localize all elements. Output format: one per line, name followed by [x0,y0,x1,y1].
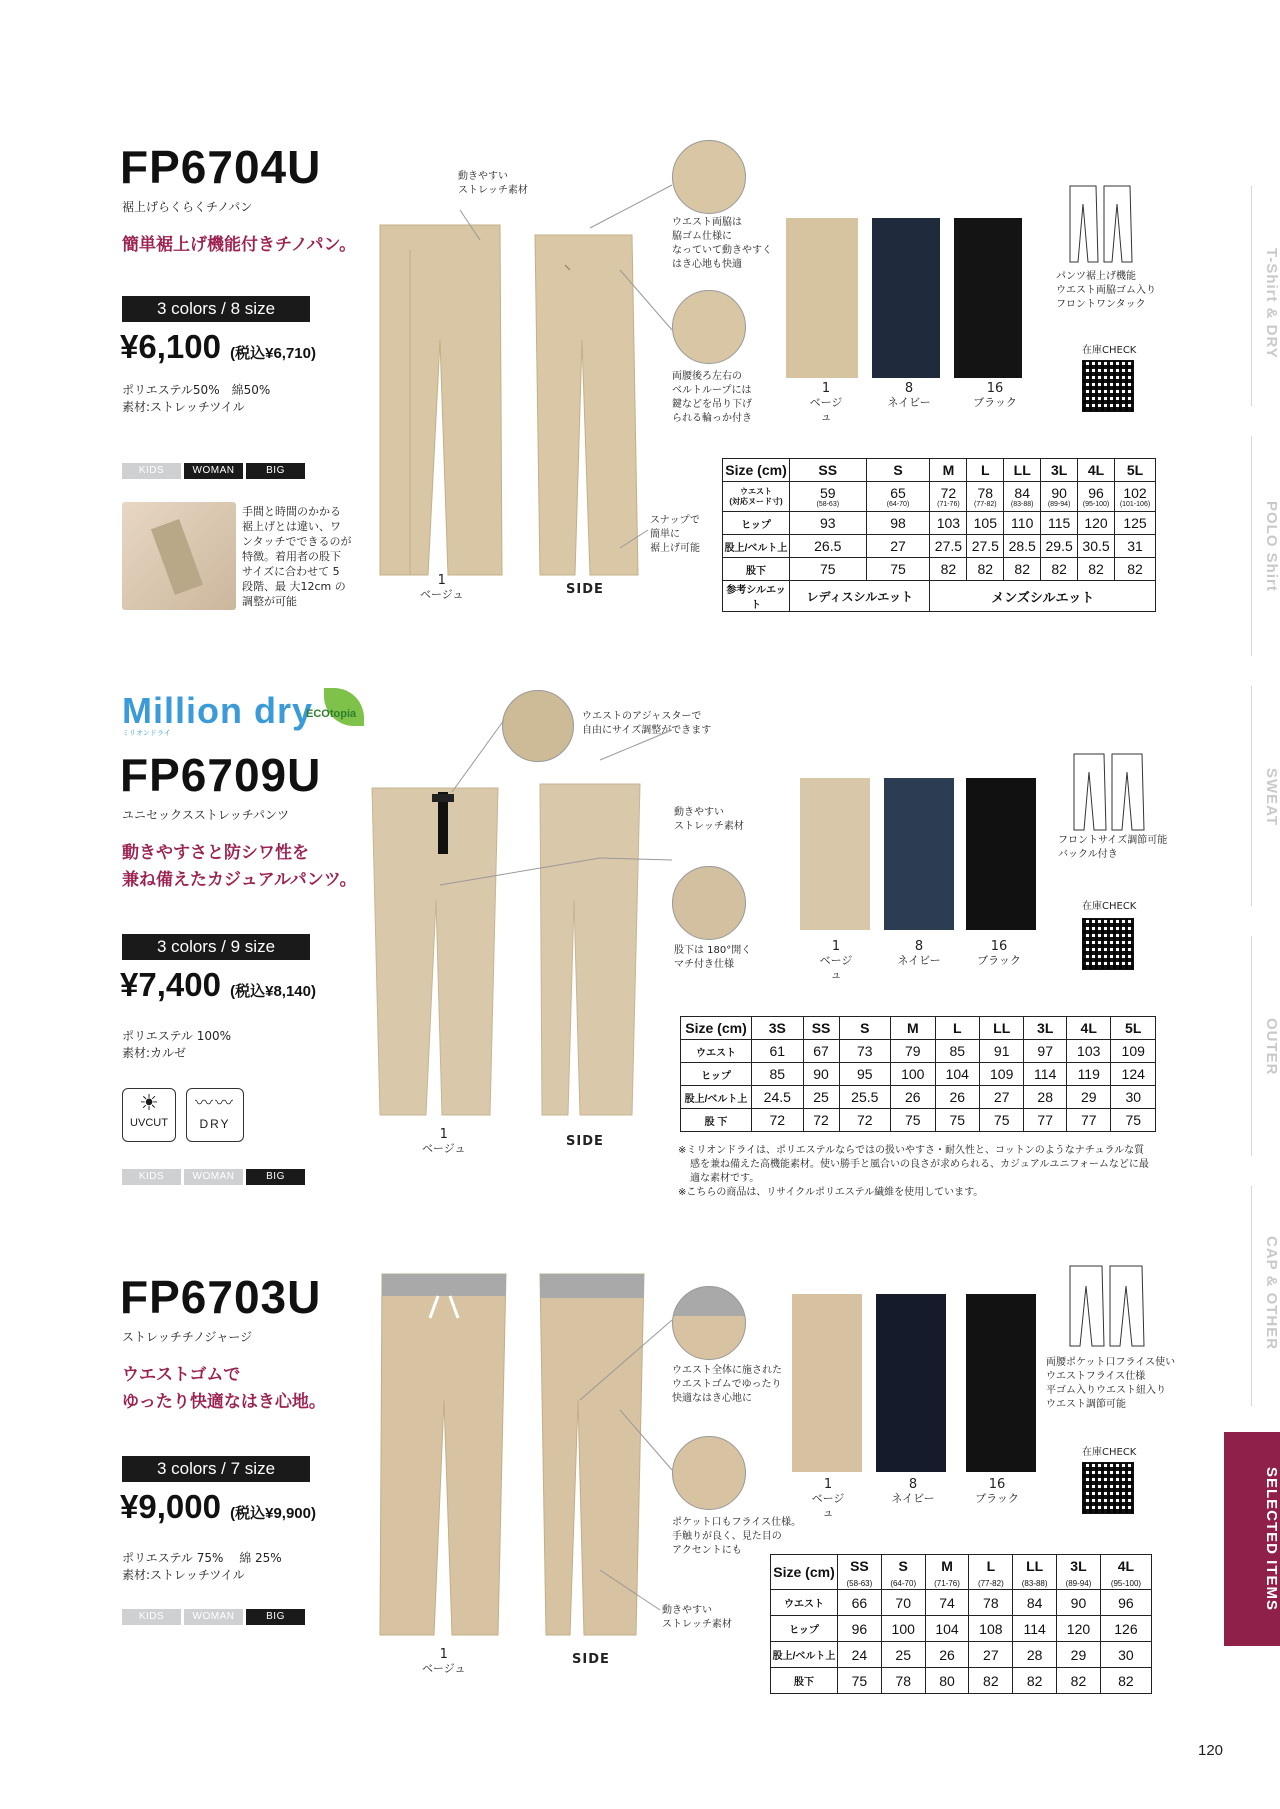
table-cell: 75 [866,558,930,581]
material-line: 素材:カルゼ [122,1046,187,1060]
product-2-colors-label: 3 colors / 9 size [122,934,310,960]
dry-label: DRY [199,1117,231,1131]
table-cell [1114,482,1155,512]
tag-big: BIG [246,1169,305,1185]
swatch-caption-16 [970,382,1020,410]
caption-num: 1 [437,573,446,588]
table-cell: 75 [838,1668,882,1694]
product-3-callout-pocket: ポケット口もフライス仕様。 手触りが良く、見た目の アクセントにも [672,1517,802,1556]
tag-kids: KIDS [122,463,181,479]
header-cell: SS [790,459,867,482]
table-cell [1041,482,1078,512]
tag-big: BIG [246,1609,305,1625]
table-cell: 78 [969,1590,1013,1616]
header-cell: 3S [752,1017,804,1040]
table-cell: 25 [803,1086,839,1109]
silhouette-mens: メンズシルエット [930,581,1156,612]
row-label: 股上/ベルト上 [771,1642,838,1668]
product-1-flat-drawing [1068,184,1134,264]
swatch-caption-16 [972,1478,1022,1506]
product-1-size-table [722,458,1156,612]
table-cell [1078,482,1115,512]
subheader-cell: (58-63) [838,1577,882,1590]
table-cell: 95 [839,1063,891,1086]
table-cell: 74 [925,1590,969,1616]
note-line: ンタッチでできるのが [242,535,352,548]
page-number: 120 [1198,1742,1224,1759]
product-2-material [122,1028,231,1062]
swatch-caption-1 [816,940,856,982]
uvcut-icon: ☀ UVCUT [122,1088,176,1142]
product-3-main-caption [422,1648,466,1676]
cell-sub: (64-70) [886,500,910,508]
swatch-num: 16 [988,1477,1006,1492]
subheader-cell: (64-70) [881,1577,925,1590]
header-cell: LL [979,1017,1023,1040]
header-cell: Size (cm) [771,1555,838,1590]
swatch-black [966,778,1036,930]
table-cell: 82 [967,558,1004,581]
table-cell: 29 [1067,1086,1111,1109]
tab-polo-shirt[interactable]: POLO Shirt [1263,500,1280,592]
product-2-footnotes [678,1144,1168,1200]
row-label: ウエスト [771,1590,838,1616]
table-cell: 85 [935,1040,979,1063]
table-cell: 24.5 [752,1086,804,1109]
brand-name: Million dry [122,690,313,731]
table-cell: 61 [752,1040,804,1063]
tag-kids: KIDS [122,1169,181,1185]
table-cell: 103 [930,512,967,535]
price-value: ¥6,100 [120,328,221,365]
product-2-tags [122,1164,308,1185]
product-2-model: FP6709U [120,749,322,801]
header-cell: LL [1004,459,1041,482]
header-cell: S [881,1555,925,1578]
header-cell: L [967,459,1004,482]
catch-line: 兼ね備えたカジュアルパンツ。 [122,870,357,890]
tab-selected-items[interactable]: SELECTED ITEMS [1224,1432,1280,1646]
subheader-cell: (71-76) [925,1577,969,1590]
table-cell: 24 [838,1642,882,1668]
table-cell: 26 [925,1642,969,1668]
swatch-navy [876,1294,946,1472]
swatch-black [954,218,1022,378]
product-1-callout-loop: 両腰後ろ左右の ベルトループには 鍵などを吊り下げ られる輪っか付き [672,371,752,424]
note-line: 調整が可能 [242,595,297,608]
table-cell: 29.5 [1041,535,1078,558]
table-cell: 66 [838,1590,882,1616]
table-cell: 125 [1114,512,1155,535]
header-cell: LL [1013,1555,1057,1578]
header-cell: 3L [1041,459,1078,482]
cell-value: 78 [977,484,994,501]
table-cell: 70 [881,1590,925,1616]
cell-value: 90 [1051,484,1067,501]
product-1-flat-note: パンツ裾上げ機能 ウエスト両脇ゴム入り フロントワンタック [1056,271,1156,310]
price-value: ¥7,400 [120,966,221,1003]
row-label: ウエスト [681,1040,752,1063]
product-2-flat-drawing [1072,752,1148,832]
table-cell: 28.5 [1004,535,1041,558]
row-label: ヒップ [681,1063,752,1086]
table-cell: 104 [925,1616,969,1642]
table-cell: 115 [1041,512,1078,535]
swatch-name: ブラック [975,1492,1019,1505]
swatch-caption-8 [888,1478,938,1506]
material-line: 素材:ストレッチツイル [122,1568,245,1582]
header-cell: 3L [1057,1555,1101,1578]
product-3-qr-label: 在庫CHECK [1082,1447,1137,1458]
table-cell: 77 [1024,1109,1067,1132]
swatch-name: ベージュ [811,1492,845,1519]
table-cell: 104 [935,1063,979,1086]
swatch-name: ネイビー [891,1492,935,1505]
product-1-callout-snap: スナップで 簡単に 裾上げ可能 [650,515,700,554]
product-2-size-table [680,1016,1156,1132]
note-line: サイズに合わせて 5 [242,565,340,578]
material-line: 素材:ストレッチツイル [122,400,245,414]
product-3-callout-waist: ウエスト全体に施された ウエストゴムでゆったり 快適なはき心地に [672,1365,782,1404]
catch-line: 動きやすさと防シワ性を [122,843,309,863]
table-cell: 82 [969,1668,1013,1694]
header-cell: Size (cm) [681,1017,752,1040]
table-cell: 27 [979,1086,1023,1109]
eco-text: ECOtopia [306,708,357,720]
table-cell [790,482,867,512]
catch-line: ゆったり快適なはき心地。 [122,1392,326,1412]
product-1-side-label: SIDE [566,582,604,597]
swatch-num: 16 [986,381,1004,396]
swatch-num: 1 [821,381,831,396]
swatch-num: 8 [908,1477,918,1492]
header-cell: L [935,1017,979,1040]
note-line: 特徴。着用者の股下 [242,550,341,563]
swatch-name: ベージュ [819,954,853,981]
silhouette-ladies: レディスシルエット [790,581,930,612]
cell-value: 65 [890,484,906,501]
header-cell: 4L [1100,1555,1151,1578]
table-cell: 82 [1078,558,1115,581]
table-cell: 27 [866,535,930,558]
table-cell: 31 [1114,535,1155,558]
cell-sub: (95-100) [1082,500,1110,508]
cell-sub: (89-94) [1047,500,1071,508]
material-line: ポリエステル 100% [122,1029,232,1043]
caption-color: ベージュ [420,588,464,601]
header-cell: 5L [1114,459,1155,482]
subheader-cell: (77-82) [969,1577,1013,1590]
header-cell: M [930,459,967,482]
note-line: 手間と時間のかかる [242,505,341,518]
brand-sub: ミリオンドライ [122,729,171,737]
product-1-catch: 簡単裾上げ機能付きチノパン。 [122,235,357,255]
table-cell: 67 [803,1040,839,1063]
table-cell: 75 [891,1109,935,1132]
catch-line: ウエストゴムで [122,1365,241,1385]
header-cell: SS [838,1555,882,1578]
table-cell: 72 [803,1109,839,1132]
table-cell: 84 [1013,1590,1057,1616]
table-cell: 108 [969,1616,1013,1642]
table-cell: 91 [979,1040,1023,1063]
table-cell: 75 [790,558,867,581]
row-label: 股上/ベルト上 [723,535,790,558]
table-cell: 26 [891,1086,935,1109]
cell-sub: (77-82) [974,500,997,508]
header-cell: L [969,1555,1013,1578]
subheader-cell: (89-94) [1057,1577,1101,1590]
header-cell: S [866,459,930,482]
swatch-name: ネイビー [887,396,931,409]
price-value: ¥9,000 [120,1488,221,1525]
table-cell: 93 [790,512,867,535]
tab-outer[interactable]: OUTER [1263,1018,1280,1076]
tag-woman: WOMAN [184,1609,243,1625]
table-cell: 26 [935,1086,979,1109]
footnote-line: ※こちらの商品は、リサイクルポリエステル繊維を使用しています。 [678,1187,984,1198]
product-1-callout-waist: ウエスト両脇は 脇ゴム仕様に なっていて動きやすく はき心地も快適 [672,217,772,270]
swatch-navy [872,218,940,378]
table-cell: 27.5 [967,535,1004,558]
swatch-beige [800,778,870,930]
table-cell: 119 [1067,1063,1111,1086]
product-1-callout-stretch: 動きやすい ストレッチ素材 [458,171,528,196]
product-3-qr-code[interactable] [1082,1462,1134,1514]
header-cell: SS [803,1017,839,1040]
table-cell: 85 [752,1063,804,1086]
table-cell: 82 [930,558,967,581]
table-cell: 73 [839,1040,891,1063]
product-1-subname: 裾上げらくらくチノパン [122,200,253,214]
table-cell: 77 [1067,1109,1111,1132]
swatch-caption-16 [974,940,1024,968]
product-2-callout-adjuster: ウエストのアジャスターで 自由にサイズ調整ができます [582,711,712,736]
tag-kids: KIDS [122,1609,181,1625]
header-cell: 4L [1078,459,1115,482]
swatch-caption-8 [894,940,944,968]
header-cell: 3L [1024,1017,1067,1040]
table-cell [930,482,967,512]
table-cell: 109 [979,1063,1023,1086]
tag-big: BIG [246,463,305,479]
cell-sub: (58-63) [816,500,840,508]
table-cell: 27 [969,1642,1013,1668]
row-label: 股下 [723,558,790,581]
table-cell: 28 [1013,1642,1057,1668]
table-cell: 72 [752,1109,804,1132]
table-cell: 82 [1100,1668,1151,1694]
cell-sub: (71-76) [937,500,960,508]
table-cell: 29 [1057,1642,1101,1668]
table-cell: 30 [1100,1642,1151,1668]
table-cell: 78 [881,1668,925,1694]
swatch-beige [792,1294,862,1472]
product-2-subname: ユニセックスストレッチパンツ [122,808,290,822]
cell-sub: (101-106) [1119,500,1151,508]
row-label: 股上/ベルト上 [681,1086,752,1109]
header-cell: 5L [1111,1017,1156,1040]
header-cell: 4L [1067,1017,1111,1040]
table-cell: 98 [866,512,930,535]
product-2-main-caption [422,1128,466,1156]
table-cell: 82 [1114,558,1155,581]
header-cell: M [891,1017,935,1040]
material-line: ポリエステル 75% 綿 25% [122,1551,282,1565]
product-3-flat-drawing [1068,1264,1148,1348]
swatch-name: ブラック [973,396,1017,409]
product-2-qr-label: 在庫CHECK [1082,901,1137,912]
tab-cap-other[interactable]: CAP & OTHER [1263,1235,1280,1351]
table-cell: 26.5 [790,535,867,558]
table-cell [866,482,930,512]
row-label: 股下 [771,1668,838,1694]
caption-num: 1 [439,1647,448,1662]
header-cell: M [925,1555,969,1578]
swatch-num: 16 [990,939,1008,954]
row-label: 参考シルエット [723,581,790,612]
swatch-caption-1 [806,382,846,424]
table-cell: 82 [1057,1668,1101,1694]
row-label: 股 下 [681,1109,752,1132]
product-3-colors-label: 3 colors / 7 size [122,1456,310,1482]
product-1-qr-label: 在庫CHECK [1082,345,1137,356]
note-line: 裾上げとは違い、ワ [242,520,341,533]
table-cell: 114 [1013,1616,1057,1642]
product-3-size-table [770,1554,1152,1694]
row-label: ウエスト (対応ヌード寸) [723,482,790,512]
swatch-caption-1 [808,1478,848,1520]
caption-num: 1 [439,1127,448,1142]
tag-woman: WOMAN [184,463,243,479]
table-cell: 100 [881,1616,925,1642]
swatch-num: 8 [914,939,924,954]
table-cell: 72 [839,1109,891,1132]
footnote-line: 感を兼ね備えた高機能素材。使い勝手と風合いの良さが求められる、カジュアルユニフォームなどに最 [690,1159,1149,1170]
note-line: 段階、最 大12cm の [242,580,346,593]
table-cell: 79 [891,1040,935,1063]
table-cell: 30.5 [1078,535,1115,558]
table-cell: 96 [1100,1590,1151,1616]
row-label: ヒップ [771,1616,838,1642]
product-2-side-label: SIDE [566,1134,604,1149]
header-cell: Size (cm) [723,459,790,482]
table-cell: 103 [1067,1040,1111,1063]
header-cell: S [839,1017,891,1040]
table-cell: 90 [1057,1590,1101,1616]
table-cell: 30 [1111,1086,1156,1109]
cell-value: 84 [1014,484,1030,501]
table-cell: 110 [1004,512,1041,535]
swatch-name: ネイビー [897,954,941,967]
product-1-qr-code[interactable] [1082,360,1134,412]
table-cell: 124 [1111,1063,1156,1086]
table-cell: 109 [1111,1040,1156,1063]
dry-icon: 〰〰 DRY [186,1088,244,1142]
table-cell: 82 [1004,558,1041,581]
tab-sweat[interactable]: SWEAT [1263,767,1280,827]
swatch-num: 8 [904,381,914,396]
price-tax: (税込¥6,710) [230,345,316,362]
table-cell: 120 [1057,1616,1101,1642]
table-cell: 114 [1024,1063,1067,1086]
swatch-black [966,1294,1036,1472]
table-cell [1004,482,1041,512]
product-1-model: FP6704U [120,141,322,193]
cell-sub: (83-88) [1010,500,1034,508]
product-1-colors-label: 3 colors / 8 size [122,296,310,322]
table-cell: 27.5 [930,535,967,558]
table-cell: 75 [979,1109,1023,1132]
table-cell: 25 [881,1642,925,1668]
table-cell: 82 [1013,1668,1057,1694]
cell-value: 102 [1123,484,1147,501]
table-cell [967,482,1004,512]
tag-woman: WOMAN [184,1169,243,1185]
product-3-callout-stretch: 動きやすい ストレッチ素材 [662,1605,732,1630]
table-cell: 96 [838,1616,882,1642]
row-label: ヒップ [723,512,790,535]
subheader-cell: (95-100) [1100,1577,1151,1590]
swatch-num: 1 [823,1477,833,1492]
cell-value: 72 [940,484,957,501]
price-tax: (税込¥9,900) [230,1505,316,1522]
subheader-cell: (83-88) [1013,1577,1057,1590]
footnote-line: ※ミリオンドライは、ポリエステルならではの扱いやすさ・耐久性と、コットンのようなナチュラルな質 [678,1145,1145,1156]
caption-color: ベージュ [422,1142,466,1155]
product-3-flat-note: 両腰ポケット口フライス使い ウエストフライス仕様 平ゴム入りウエスト紐入り ウエスト調節可能 [1046,1357,1176,1410]
product-2-callout-gusset: 股下は 180°開く マチ付き仕様 [674,945,752,970]
product-2-qr-code[interactable] [1082,918,1134,970]
swatch-num: 1 [831,939,841,954]
table-cell: 80 [925,1668,969,1694]
table-cell: 25.5 [839,1086,891,1109]
table-cell: 105 [967,512,1004,535]
swatch-name: ブラック [977,954,1021,967]
cell-value: 59 [819,484,836,501]
product-2-callout-stretch: 動きやすい ストレッチ素材 [674,807,744,832]
uvcut-label: UVCUT [130,1117,168,1129]
swatch-name: ベージュ [809,396,843,423]
product-2-flat-note: フロントサイズ調節可能 バックル付き [1058,835,1168,860]
product-3-subname: ストレッチチノジャージ [122,1330,253,1344]
table-cell: 120 [1078,512,1115,535]
tab-tshirt-dry[interactable]: T-Shirt & DRY [1263,247,1280,359]
swatch-caption-8 [884,382,934,410]
table-cell: 75 [1111,1109,1156,1132]
material-line: ポリエステル50% 綿50% [122,383,271,397]
product-3-side-label: SIDE [572,1652,610,1667]
table-cell: 28 [1024,1086,1067,1109]
caption-color: ベージュ [422,1662,466,1675]
table-cell: 97 [1024,1040,1067,1063]
table-cell: 82 [1041,558,1078,581]
table-cell: 126 [1100,1616,1151,1642]
price-tax: (税込¥8,140) [230,983,316,1000]
table-cell: 100 [891,1063,935,1086]
table-cell: 90 [803,1063,839,1086]
swatch-navy [884,778,954,930]
table-cell: 75 [935,1109,979,1132]
cell-value: 96 [1088,484,1104,501]
product-3-model: FP6703U [120,1271,322,1323]
swatch-beige [786,218,858,378]
footnote-line: 適な素材です。 [690,1173,760,1184]
